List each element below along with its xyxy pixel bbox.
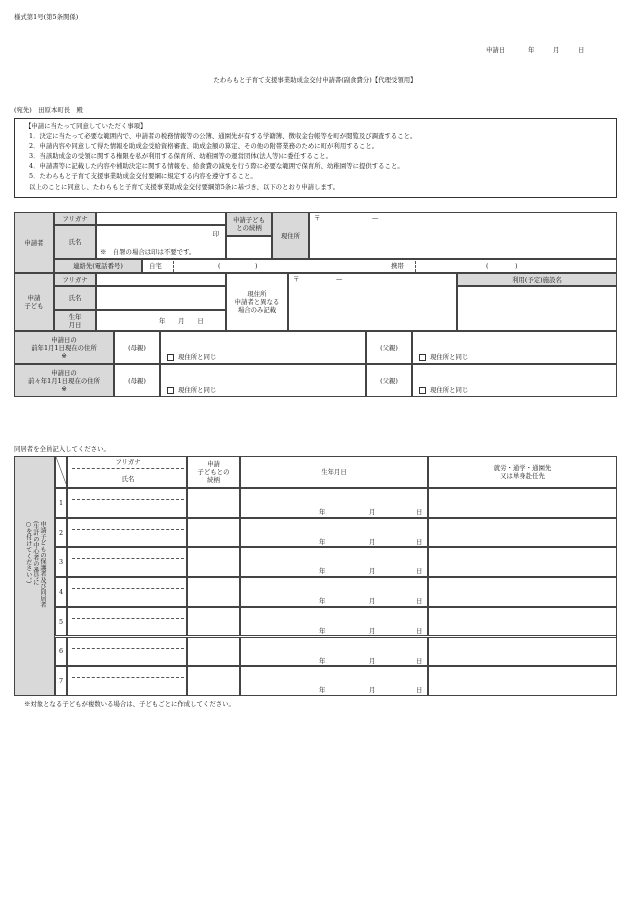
consent-box (14, 118, 617, 198)
footnote: ※対象となる子どもが複数いる場合は、子どもごとに作成してください。 (24, 700, 235, 708)
form-number: 様式第1号(第5条関係) (14, 13, 79, 21)
child-birth-field[interactable] (96, 310, 226, 331)
col-birth-header: 生年月日 (240, 456, 428, 488)
same-label: 現住所と同じ (178, 353, 217, 361)
member-relation-field[interactable] (187, 577, 240, 607)
member-work-field[interactable] (428, 518, 617, 548)
postal-dash: — (372, 214, 379, 222)
row-number: 5 (55, 607, 67, 637)
ymd-day: 日 (416, 567, 423, 576)
child-birth-ymd: 年 月 日 (159, 317, 204, 325)
member-birth-field[interactable] (240, 547, 428, 577)
same-as-current (419, 353, 468, 361)
member-name-field[interactable] (67, 577, 187, 607)
row-number: 7 (55, 666, 67, 696)
checkbox[interactable] (419, 387, 426, 394)
child-furigana-label: フリガナ (54, 273, 96, 286)
ymd-month: 月 (369, 597, 376, 606)
member-birth-field[interactable] (240, 666, 428, 696)
father-prev2-address-field[interactable] (412, 364, 617, 397)
postal-mark: 〒 (314, 214, 321, 222)
member-name-field[interactable] (67, 547, 187, 577)
date-month: 月 (553, 46, 560, 54)
member-name-field[interactable] (67, 518, 187, 548)
application-date-label: 申請日 (486, 46, 506, 54)
consent-item: 1．決定に当たって必要な範囲内で、申請者の税務情報等の公簿、通園先が有する学籍簿、徴収金台帳等を町が閲覧及び調査すること。 (29, 132, 417, 140)
member-birth-field[interactable] (240, 637, 428, 667)
ymd-day: 日 (416, 656, 423, 665)
date-day: 日 (578, 46, 585, 54)
row-number: 6 (55, 637, 67, 667)
home-phone-label: 自宅 (149, 262, 162, 270)
facility-field[interactable] (457, 286, 617, 331)
ymd-day: 日 (416, 626, 423, 635)
consent-heading: 【申請に当たって同意していただく事項】 (25, 122, 147, 130)
member-relation-field[interactable] (187, 518, 240, 548)
applicant-relation-label: 申請子ども との続柄 (226, 212, 272, 236)
facility-label: 利用(予定)施設名 (457, 273, 617, 286)
ymd-year: 年 (319, 686, 326, 695)
same-as-current (419, 386, 468, 394)
col-name-label: 氏名 (121, 475, 135, 483)
ymd-month: 月 (369, 508, 376, 516)
household-side-text: 申請子どもの保護者及び同居者 (生計の中心者の番号に ○を付けてください。) (24, 521, 46, 608)
ymd-year: 年 (319, 597, 326, 606)
ymd-month: 月 (369, 686, 376, 695)
consent-item: 4．申請書等に記載した内容や補助決定に関する情報を、給食費の減免を行う際に必要な範囲で保育所、幼稚園等に提供すること。 (29, 162, 404, 170)
checkbox[interactable] (167, 387, 174, 394)
child-section-label: 申請 子ども (14, 273, 54, 331)
postal-mark: 〒 (293, 275, 300, 283)
ymd-year: 年 (319, 656, 326, 665)
father-label: (父親) (366, 364, 412, 397)
household-side-label (14, 456, 55, 696)
ymd-day: 日 (416, 597, 423, 606)
row-number: 1 (55, 488, 67, 518)
member-relation-field[interactable] (187, 547, 240, 577)
col-name-header (67, 456, 187, 488)
child-address-field[interactable] (288, 273, 457, 331)
checkbox[interactable] (419, 354, 426, 361)
paren-close: ) (255, 262, 258, 270)
ymd-day: 日 (416, 508, 423, 516)
consent-item: 5．たわらもと子育て支援事業助成金交付要綱に規定する内容を遵守すること。 (29, 172, 257, 180)
member-work-field[interactable] (428, 637, 617, 667)
ymd-day: 日 (416, 686, 423, 695)
applicant-relation-field[interactable] (226, 236, 272, 259)
member-birth-field[interactable] (240, 488, 428, 518)
member-work-field[interactable] (428, 577, 617, 607)
member-work-field[interactable] (428, 488, 617, 518)
consent-item: 2．申請内容や同意して得た情報を助成金受給資格審査、助成金額の算定、その他の附帯業務のために町が利用すること。 (29, 142, 379, 150)
paren-open: ( (486, 262, 489, 270)
addressee: (宛先) 田原本町長 殿 (14, 106, 83, 114)
child-furigana-field[interactable] (96, 273, 226, 286)
same-label: 現住所と同じ (430, 386, 469, 394)
paren-open: ( (218, 262, 221, 270)
same-as-current (167, 386, 216, 394)
applicant-furigana-label: フリガナ (54, 212, 96, 225)
col-furigana-label: フリガナ (115, 458, 141, 466)
applicant-address-field[interactable] (309, 212, 617, 259)
row-number: 2 (55, 518, 67, 548)
consent-item: 3．当該助成金の受領に関する権限を私が利用する保育所、幼稚園等の運営団体(法人等)に委任すること。 (29, 152, 333, 160)
applicant-section-label: 申請者 (14, 212, 54, 273)
mother-prev-address-field[interactable] (160, 331, 366, 364)
father-label: (父親) (366, 331, 412, 364)
prev2-year-address-label: 申請日の 前々年1月1日現在の住所 ※ (14, 364, 114, 397)
child-address-note: 現住所 申請者と異なる 場合のみ記載 (226, 273, 288, 331)
member-birth-field[interactable] (240, 577, 428, 607)
date-year: 年 (528, 46, 535, 54)
contact-field[interactable] (142, 259, 617, 273)
child-birth-label: 生年 月日 (54, 310, 96, 331)
member-relation-field[interactable] (187, 607, 240, 637)
ymd-year: 年 (319, 537, 326, 546)
ymd-month: 月 (369, 567, 376, 576)
applicant-furigana-field[interactable] (96, 212, 226, 225)
member-relation-field[interactable] (187, 666, 240, 696)
prev-year-address-label: 申請日の 前年1月1日現在の住所 ※ (14, 331, 114, 364)
ymd-year: 年 (319, 567, 326, 576)
mother-label: (母親) (114, 364, 160, 397)
row-number: 3 (55, 547, 67, 577)
member-relation-field[interactable] (187, 637, 240, 667)
row-number: 4 (55, 577, 67, 607)
ymd-month: 月 (369, 537, 376, 546)
contact-label: 連絡先(電話番号) (54, 259, 142, 273)
ymd-year: 年 (319, 626, 326, 635)
consent-closing: 以上のことに同意し、たわらもと子育て支援事業助成金交付要綱第5条に基づき、以下のとおり申請します。 (29, 183, 340, 191)
child-name-label: 氏名 (54, 286, 96, 310)
applicant-name-field[interactable] (96, 225, 226, 259)
member-birth-field[interactable] (240, 607, 428, 637)
mother-label: (母親) (114, 331, 160, 364)
member-name-field[interactable] (67, 666, 187, 696)
seal-mark: 印 (212, 230, 219, 238)
page-title: たわらもと子育て支援事業助成金交付申請書(副食費分)【代理受領用】 (213, 76, 417, 84)
postal-dash: — (336, 275, 343, 283)
member-work-field[interactable] (428, 607, 617, 637)
mother-prev2-address-field[interactable] (160, 364, 366, 397)
col-work-header: 就労・通学・通園先 又は単身赴任先 (428, 456, 617, 488)
applicant-name-label: 氏名 (54, 225, 96, 259)
applicant-address-label: 現住所 (272, 212, 309, 259)
diagonal-corner (55, 456, 67, 488)
ymd-day: 日 (416, 537, 423, 546)
ymd-month: 月 (369, 656, 376, 665)
col-relation-header: 申請 子どもとの 続柄 (187, 456, 240, 488)
seal-note: ※ 自署の場合は印は不要です。 (100, 248, 196, 256)
member-name-field[interactable] (67, 607, 187, 637)
paren-close: ) (515, 262, 518, 270)
member-relation-field[interactable] (187, 488, 240, 518)
child-name-field[interactable] (96, 286, 226, 310)
ymd-month: 月 (369, 626, 376, 635)
member-birth-field[interactable] (240, 518, 428, 548)
member-name-field[interactable] (67, 488, 187, 518)
ymd-year: 年 (319, 508, 326, 516)
same-as-current (167, 353, 216, 361)
member-work-field[interactable] (428, 666, 617, 696)
same-label: 現住所と同じ (430, 353, 469, 361)
member-work-field[interactable] (428, 547, 617, 577)
household-intro: 同居者を全員記入してください。 (14, 445, 110, 453)
father-prev-address-field[interactable] (412, 331, 617, 364)
mobile-phone-label: 携帯 (391, 262, 404, 270)
member-name-field[interactable] (67, 637, 187, 667)
same-label: 現住所と同じ (178, 386, 217, 394)
checkbox[interactable] (167, 354, 174, 361)
